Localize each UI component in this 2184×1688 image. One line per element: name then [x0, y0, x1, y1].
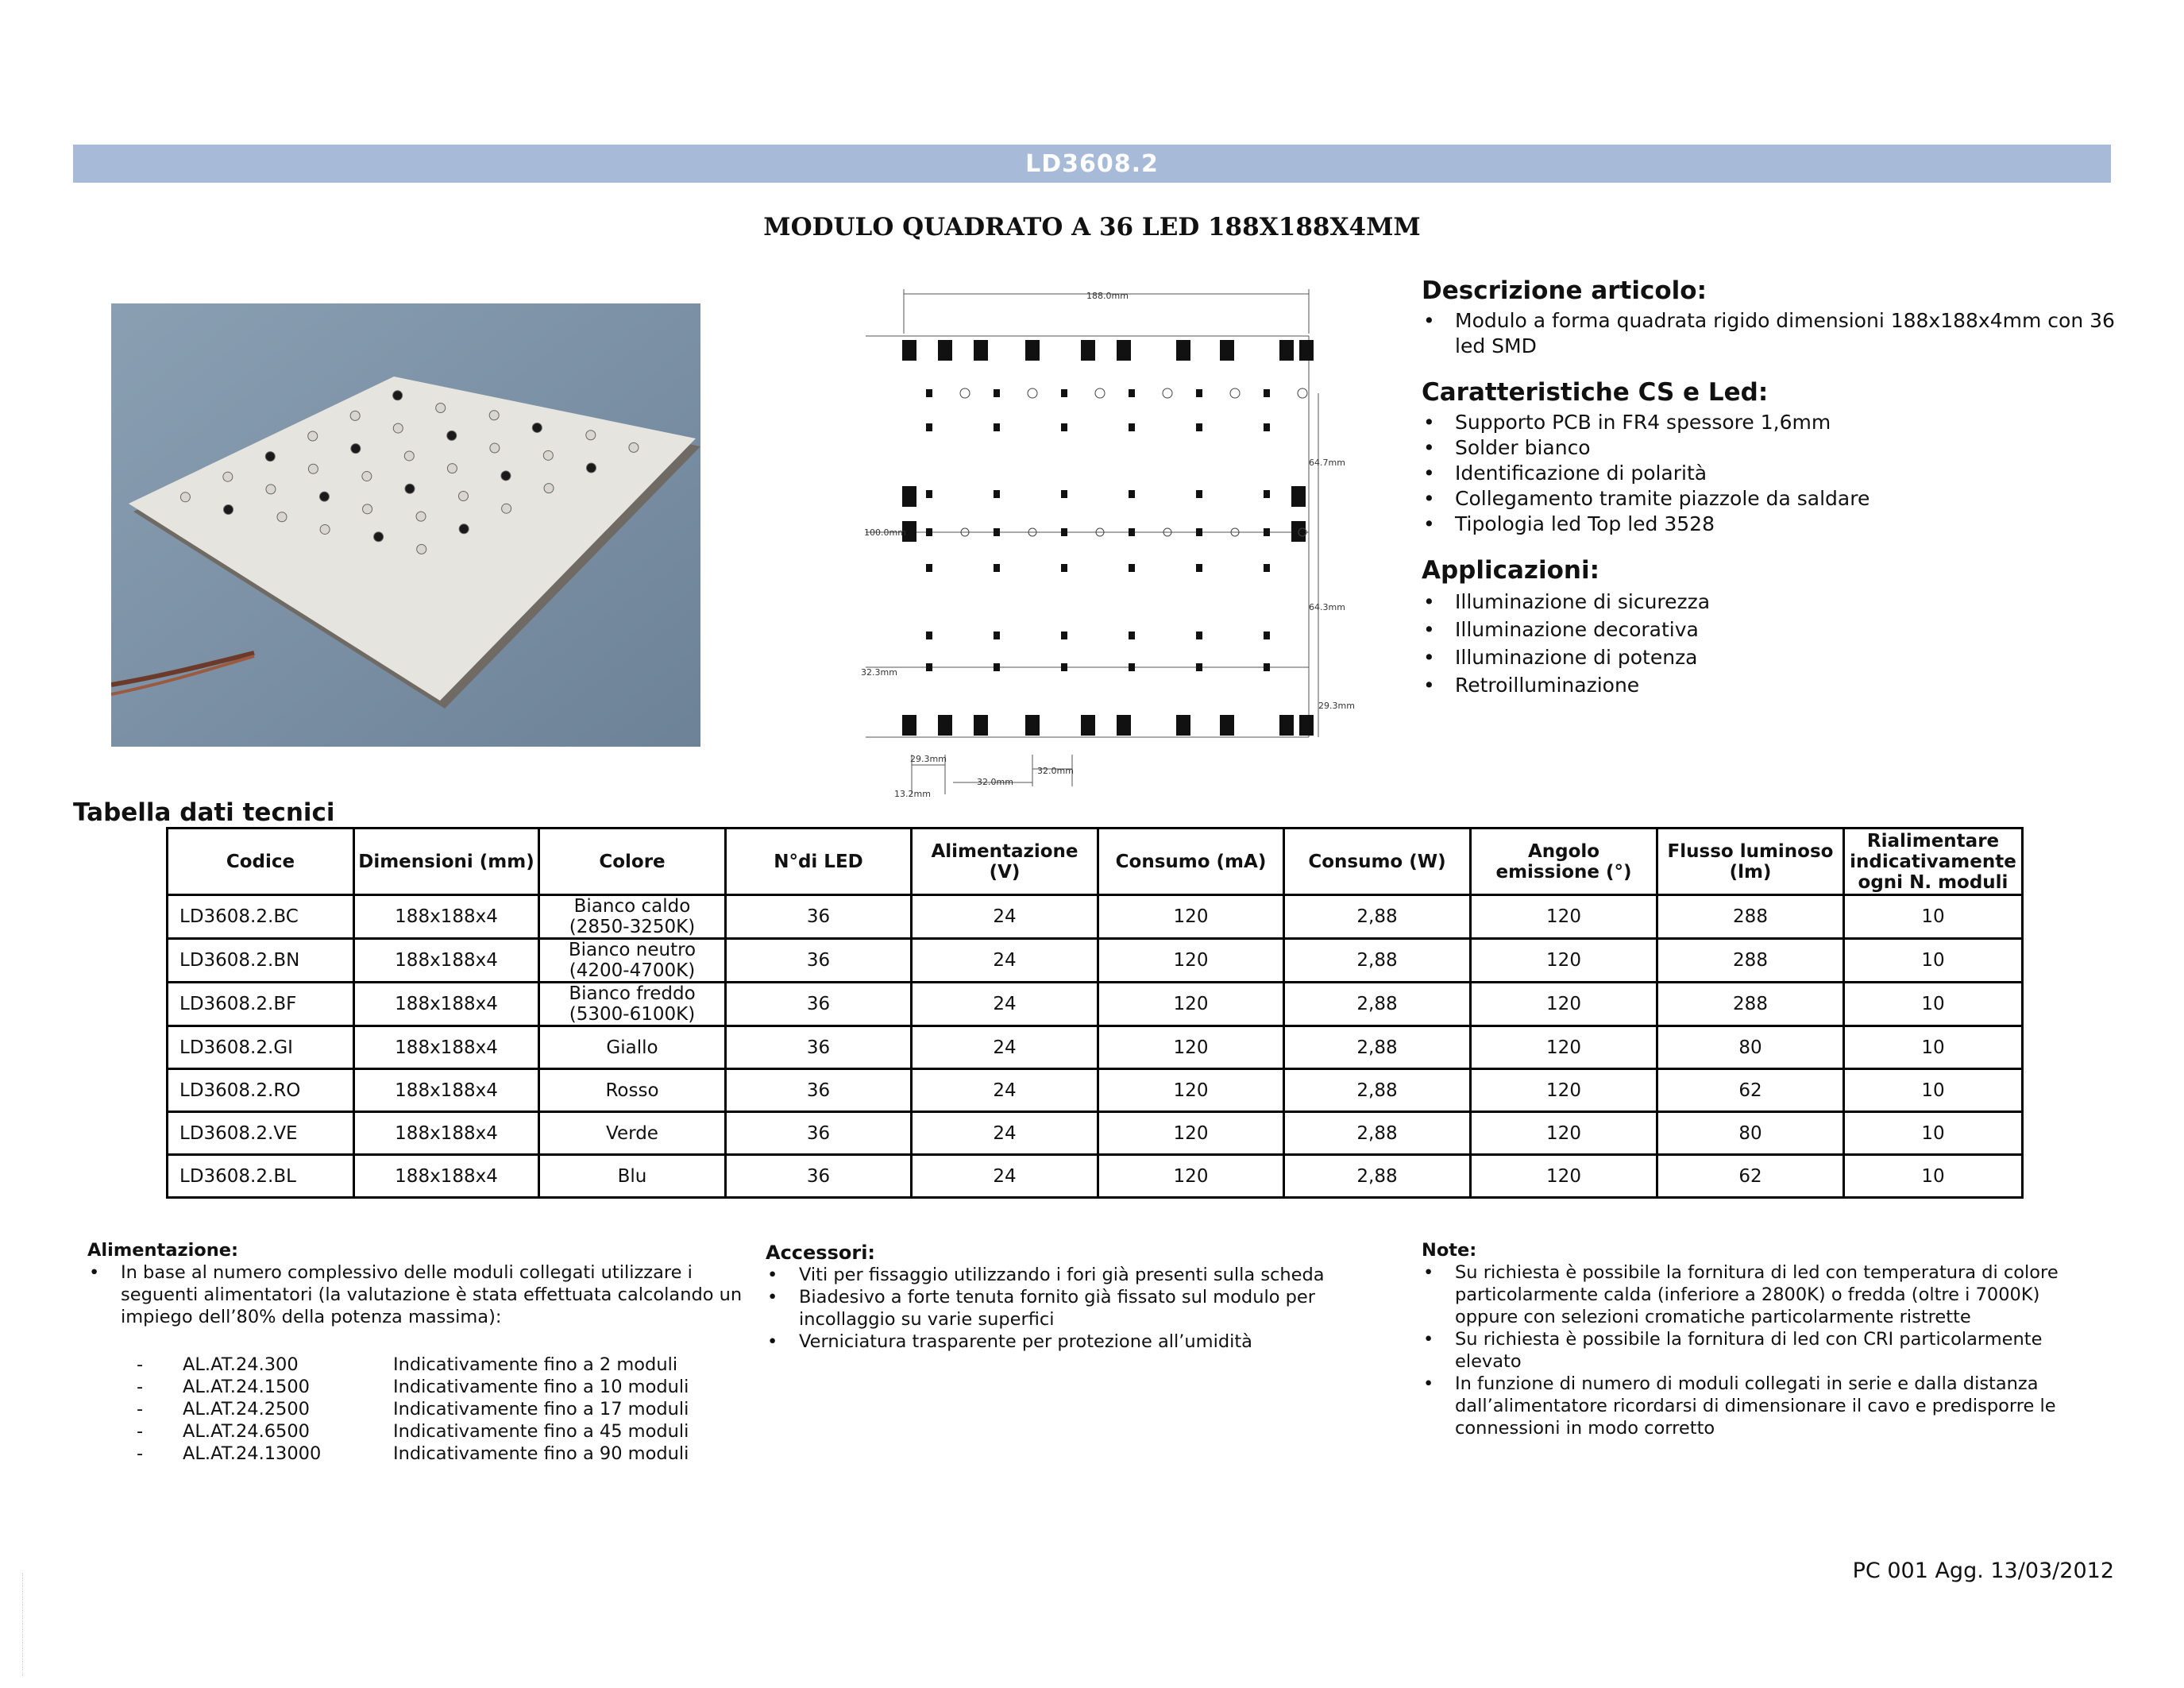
photo-led: [223, 472, 233, 481]
dim-width: 188.0mm: [1086, 291, 1129, 301]
photo-led: [180, 492, 190, 502]
photo-led: [405, 484, 415, 493]
table-row: [168, 1112, 2023, 1155]
article-list: [1422, 308, 2120, 359]
cell: 120: [1098, 1112, 1284, 1155]
note-title: Note:: [1422, 1240, 1477, 1261]
pad: [1176, 715, 1190, 736]
cell: 10: [1844, 1155, 2023, 1198]
pad: [1279, 715, 1294, 736]
led: [926, 663, 932, 671]
led: [1061, 663, 1067, 671]
applications-title: Applicazioni:: [1422, 556, 1599, 585]
cell: 10: [1844, 1026, 2023, 1069]
dim-pitch-3: 32.0mm: [977, 777, 1013, 787]
list-item: • Solder bianco: [1422, 435, 2120, 461]
psu-desc: Indicativamente fino a 17 moduli: [393, 1399, 689, 1420]
photo-led: [586, 431, 596, 440]
pad: [974, 715, 988, 736]
cell: 36: [726, 1069, 912, 1112]
cell: 36: [726, 939, 912, 983]
led: [1196, 389, 1202, 397]
list-item: • Identificazione di polarità: [1422, 461, 2120, 486]
dim-pitch-2: 32.0mm: [1037, 766, 1074, 776]
photo-led: [265, 452, 275, 462]
cell: 120: [1098, 1026, 1284, 1069]
pad: [1279, 340, 1294, 361]
led: [1061, 490, 1067, 498]
cell: 80: [1657, 1026, 1844, 1069]
photo-led: [490, 443, 500, 453]
list-item: • Biadesivo a forte tenuta fornito già fissato sul modulo per incollaggio su varie superfici: [766, 1286, 1369, 1331]
table-row: [168, 939, 2023, 983]
cell: 120: [1471, 939, 1657, 983]
led: [926, 490, 932, 498]
cell: 2,88: [1284, 895, 1471, 939]
list-item: • Modulo a forma quadrata rigido dimensioni 188x188x4mm con 36 led SMD: [1422, 308, 2120, 359]
cell: 288: [1657, 983, 1844, 1026]
dim-bottom-offset: 29.3mm: [1318, 701, 1355, 711]
led-marker: [1095, 388, 1105, 398]
photo-led: [350, 411, 360, 420]
pad: [938, 715, 952, 736]
photo-led: [308, 431, 318, 441]
photo-led: [417, 544, 426, 554]
photo-led: [393, 391, 403, 400]
cell-code: LD3608.2.BN: [168, 939, 354, 983]
table-header-row: [168, 829, 2023, 895]
led: [994, 490, 1000, 498]
cell: 24: [912, 1026, 1098, 1069]
pad: [1299, 340, 1314, 361]
alim-text: • In base al numero complessivo delle moduli collegati utilizzare i seguenti alimentatori (la valutazione è stata effettuata calcolando un impiego dell’80% della potenza massima):: [87, 1261, 754, 1328]
cell: 62: [1657, 1069, 1844, 1112]
pad: [1117, 340, 1131, 361]
cell: 120: [1098, 983, 1284, 1026]
led: [1129, 663, 1135, 671]
header-flusso: Flusso luminoso (lm): [1657, 829, 1844, 895]
photo-led: [351, 444, 361, 454]
led: [994, 632, 1000, 639]
cell: 120: [1471, 1155, 1657, 1198]
cell: Bianco neutro (4200-4700K): [539, 939, 726, 983]
led: [1129, 490, 1135, 498]
led: [994, 528, 1000, 536]
led-marker: [1163, 388, 1172, 398]
cell: 188x188x4: [354, 983, 539, 1026]
article-title: Descrizione articolo:: [1422, 276, 1707, 305]
header-rialimentare: Rialimentare indicativamente ogni N. moduli: [1844, 829, 2023, 895]
psu-code: AL.AT.24.300: [183, 1354, 299, 1375]
pad: [1220, 715, 1234, 736]
cell: 120: [1471, 1069, 1657, 1112]
pad: [1176, 340, 1190, 361]
cell: 36: [726, 1026, 912, 1069]
photo-led: [416, 512, 426, 521]
cell: 188x188x4: [354, 939, 539, 983]
led: [994, 663, 1000, 671]
cell: 288: [1657, 895, 1844, 939]
cell: 36: [726, 1155, 912, 1198]
photo-led: [447, 431, 457, 440]
led: [926, 564, 932, 572]
cell: 80: [1657, 1112, 1844, 1155]
cell-code: LD3608.2.RO: [168, 1069, 354, 1112]
list-item: • Illuminazione decorativa: [1422, 616, 2120, 643]
led: [926, 528, 932, 536]
applications-list: [1422, 588, 2120, 699]
dim-left-offset: 32.3mm: [861, 667, 897, 678]
psu-list: [87, 1354, 754, 1465]
product-photo: [111, 303, 700, 747]
led: [1061, 423, 1067, 431]
led: [1264, 490, 1270, 498]
cell-code: LD3608.2.BF: [168, 983, 354, 1026]
dim-lower: 64.3mm: [1309, 602, 1345, 612]
photo-led: [363, 504, 372, 514]
cell: Bianco caldo (2850-3250K): [539, 895, 726, 939]
led: [1196, 490, 1202, 498]
cell: 288: [1657, 939, 1844, 983]
cell: 120: [1098, 1069, 1284, 1112]
header-alimentazione: Alimentazione (V): [912, 829, 1098, 895]
led: [1196, 564, 1202, 572]
header-codice: Codice: [168, 829, 354, 895]
led: [1264, 423, 1270, 431]
photo-led: [308, 464, 318, 473]
cell: 24: [912, 1155, 1098, 1198]
led: [1061, 389, 1067, 397]
applications: [1422, 558, 2120, 699]
technical-drawing: [850, 286, 1358, 802]
photo-led: [501, 471, 511, 481]
cell: 24: [912, 939, 1098, 983]
led: [1129, 528, 1135, 536]
pad: [1291, 486, 1306, 507]
description-panel: [1422, 278, 2120, 720]
acc-title: Accessori:: [766, 1242, 876, 1264]
header-dimensioni: Dimensioni (mm): [354, 829, 539, 895]
pad: [1081, 340, 1095, 361]
led: [1196, 632, 1202, 639]
pad: [902, 340, 916, 361]
led: [994, 564, 1000, 572]
photo-led: [266, 485, 276, 494]
pad: [1025, 340, 1040, 361]
cell: Rosso: [539, 1069, 726, 1112]
led: [1196, 663, 1202, 671]
page-footer: PC 001 Agg. 13/03/2012: [1852, 1559, 2114, 1583]
features-list: [1422, 410, 2120, 537]
article-description: [1422, 278, 2120, 359]
table-row: [168, 1026, 2023, 1069]
table-row: [168, 1069, 2023, 1112]
cell: 188x188x4: [354, 1026, 539, 1069]
note-list: [1422, 1261, 2081, 1439]
photo-led: [543, 450, 553, 460]
psu-row: - AL.AT.24.13000 Indicativamente fino a 90 moduli: [137, 1443, 689, 1464]
psu-desc: Indicativamente fino a 90 moduli: [393, 1443, 689, 1464]
specs-table: [166, 827, 2024, 1199]
psu-row: - AL.AT.24.300 Indicativamente fino a 2 moduli: [137, 1354, 678, 1375]
cell: 2,88: [1284, 1069, 1471, 1112]
cell: 188x188x4: [354, 1112, 539, 1155]
led-marker: [1028, 388, 1037, 398]
cell: 10: [1844, 983, 2023, 1026]
cell: 10: [1844, 1069, 2023, 1112]
list-item: • Illuminazione di potenza: [1422, 643, 2120, 671]
led-marker: [960, 388, 970, 398]
photo-led: [447, 464, 457, 473]
alim-title: Alimentazione:: [87, 1240, 239, 1261]
photo-led: [224, 504, 233, 514]
list-item: • Supporto PCB in FR4 spessore 1,6mm: [1422, 410, 2120, 435]
acc-list: [766, 1264, 1369, 1353]
cell: 188x188x4: [354, 895, 539, 939]
cell: 10: [1844, 1112, 2023, 1155]
pad: [902, 486, 916, 507]
pad: [1220, 340, 1234, 361]
edge-mark: [22, 1573, 28, 1676]
led: [994, 389, 1000, 397]
dim-pitch-1: 29.3mm: [910, 754, 947, 764]
cell-code: LD3608.2.GI: [168, 1026, 354, 1069]
pad: [974, 340, 988, 361]
cell-code: LD3608.2.VE: [168, 1112, 354, 1155]
cell: Blu: [539, 1155, 726, 1198]
cell: 2,88: [1284, 939, 1471, 983]
power-supply-notes: [87, 1239, 754, 1465]
dim-height: 100.0mm: [864, 527, 906, 538]
accessories-notes: [766, 1242, 1369, 1353]
list-item: • Viti per fissaggio utilizzando i fori già presenti sulla scheda: [766, 1264, 1369, 1286]
table-row: [168, 895, 2023, 939]
features-title: Caratteristiche CS e Led:: [1422, 378, 1769, 407]
header-consumo-ma: Consumo (mA): [1098, 829, 1284, 895]
photo-led: [277, 512, 287, 522]
photo-led: [404, 451, 414, 461]
led: [1264, 389, 1270, 397]
led: [1264, 663, 1270, 671]
cell: 24: [912, 1069, 1098, 1112]
led: [1061, 632, 1067, 639]
header-consumo-w: Consumo (W): [1284, 829, 1471, 895]
led: [1196, 528, 1202, 536]
cell: 188x188x4: [354, 1069, 539, 1112]
cell: Giallo: [539, 1026, 726, 1069]
led: [926, 632, 932, 639]
list-item: • Retroilluminazione: [1422, 671, 2120, 699]
pad: [902, 715, 916, 736]
list-item: • Illuminazione di sicurezza: [1422, 588, 2120, 616]
list-item: • Su richiesta è possibile la fornitura di led con CRI particolarmente elevato: [1422, 1328, 2081, 1373]
list-item: • In funzione di numero di moduli collegati in serie e dalla distanza dall’alimentatore ricordarsi di dimensionare il cavo e predisporre le connessioni in modo corretto: [1422, 1373, 2081, 1439]
cell: 2,88: [1284, 983, 1471, 1026]
cell: 2,88: [1284, 1155, 1471, 1198]
photo-led: [436, 403, 446, 412]
cell: Verde: [539, 1112, 726, 1155]
photo-led: [320, 524, 330, 534]
list-item: • Su richiesta è possibile la fornitura di led con temperatura di colore particolarmente calda (inferiore a 2800K) o fredda (oltre i 7000K) oppure con selezioni cromatiche particolarmente ristrette: [1422, 1261, 2081, 1328]
cell-code: LD3608.2.BL: [168, 1155, 354, 1198]
photo-led: [362, 472, 372, 481]
psu-code: AL.AT.24.2500: [183, 1399, 310, 1420]
psu-row: - AL.AT.24.6500 Indicativamente fino a 45 moduli: [137, 1421, 689, 1442]
led: [994, 423, 1000, 431]
psu-row: - AL.AT.24.2500 Indicativamente fino a 17 moduli: [137, 1399, 689, 1420]
cell: 120: [1098, 895, 1284, 939]
cell: 10: [1844, 895, 2023, 939]
pad: [1117, 715, 1131, 736]
cell: 62: [1657, 1155, 1844, 1198]
psu-desc: Indicativamente fino a 10 moduli: [393, 1377, 689, 1397]
cell: 36: [726, 895, 912, 939]
led: [926, 423, 932, 431]
list-item: • Verniciatura trasparente per protezione all’umidità: [766, 1331, 1369, 1353]
photo-led: [544, 484, 554, 493]
photo-led: [586, 463, 596, 473]
psu-code: AL.AT.24.1500: [183, 1377, 310, 1397]
photo-led: [458, 492, 468, 501]
cell: 120: [1471, 895, 1657, 939]
pad: [938, 340, 952, 361]
cell: 24: [912, 983, 1098, 1026]
cell: 36: [726, 1112, 912, 1155]
led: [1196, 423, 1202, 431]
pad: [1025, 715, 1040, 736]
pad: [1299, 715, 1314, 736]
table-row: [168, 1155, 2023, 1198]
led: [1129, 423, 1135, 431]
page-subtitle: MODULO QUADRATO A 36 LED 188X188X4MM: [763, 213, 1421, 241]
psu-code: AL.AT.24.6500: [183, 1421, 310, 1442]
cell: 2,88: [1284, 1026, 1471, 1069]
cell: 188x188x4: [354, 1155, 539, 1198]
cell: 120: [1098, 939, 1284, 983]
photo-led: [319, 492, 329, 501]
led: [1061, 564, 1067, 572]
led: [1264, 632, 1270, 639]
cell: 120: [1471, 983, 1657, 1026]
cell: 120: [1098, 1155, 1284, 1198]
led: [1264, 528, 1270, 536]
led-marker: [1298, 388, 1307, 398]
photo-led: [459, 524, 469, 534]
psu-desc: Indicativamente fino a 2 moduli: [393, 1354, 678, 1375]
photo-led: [489, 411, 499, 420]
cs-led-features: [1422, 380, 2120, 537]
notes: [1422, 1239, 2081, 1439]
led: [1061, 528, 1067, 536]
photo-led: [502, 504, 511, 513]
psu-desc: Indicativamente fino a 45 moduli: [393, 1421, 689, 1442]
cell: 36: [726, 983, 912, 1026]
product-code: LD3608.2: [1025, 149, 1159, 178]
list-item: • Collegamento tramite piazzole da saldare: [1422, 486, 2120, 512]
dim-upper: 64.7mm: [1309, 458, 1345, 468]
alim-list: [87, 1261, 754, 1328]
cell-code: LD3608.2.BC: [168, 895, 354, 939]
header-n-led: N°di LED: [726, 829, 912, 895]
cell: 24: [912, 895, 1098, 939]
led: [1264, 564, 1270, 572]
led: [1129, 389, 1135, 397]
led-marker: [1230, 388, 1240, 398]
table-row: [168, 983, 2023, 1026]
header-angolo: Angolo emissione (°): [1471, 829, 1657, 895]
cell: 24: [912, 1112, 1098, 1155]
photo-led: [532, 423, 542, 432]
led: [926, 389, 932, 397]
cell: Bianco freddo (5300-6100K): [539, 983, 726, 1026]
pad: [1081, 715, 1095, 736]
cell: 120: [1471, 1112, 1657, 1155]
psu-row: - AL.AT.24.1500 Indicativamente fino a 10 moduli: [137, 1377, 689, 1397]
led: [1129, 632, 1135, 639]
cell: 2,88: [1284, 1112, 1471, 1155]
list-item: • Tipologia led Top led 3528: [1422, 512, 2120, 537]
table-title: Tabella dati tecnici: [73, 798, 335, 827]
photo-led: [374, 532, 384, 542]
dim-edge: 13.2mm: [894, 789, 931, 799]
photo-led: [629, 442, 639, 452]
cell: 10: [1844, 939, 2023, 983]
header-colore: Colore: [539, 829, 726, 895]
psu-code: AL.AT.24.13000: [183, 1443, 322, 1464]
title-bar: [73, 145, 2111, 183]
cell: 120: [1471, 1026, 1657, 1069]
photo-led: [393, 423, 403, 433]
led: [1129, 564, 1135, 572]
